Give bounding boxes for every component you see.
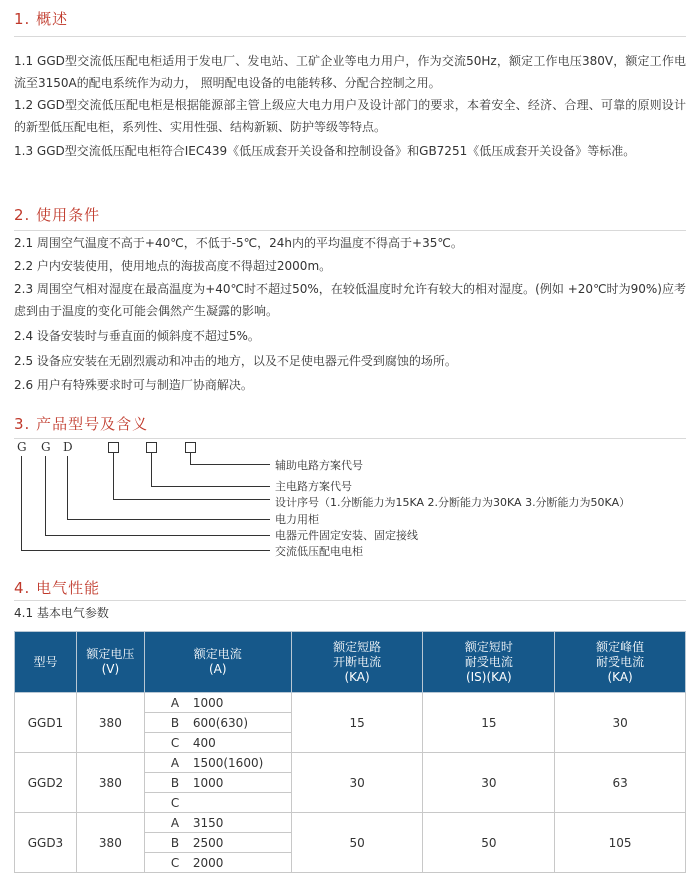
table-row bbox=[15, 813, 686, 833]
diagram-line bbox=[21, 456, 22, 550]
cell-current: A 3150 bbox=[144, 813, 291, 833]
model-label-design-number: 设计序号（1.分断能力为15KA 2.分断能力为30KA 3.分断能力为50KA） bbox=[275, 496, 631, 509]
cell-current: A 1000 bbox=[144, 693, 291, 713]
header-rated-current: 额定电流 (A) bbox=[144, 632, 291, 693]
cell-voltage: 380 bbox=[76, 753, 144, 813]
section-title-conditions: 2. 使用条件 bbox=[14, 206, 101, 224]
model-letter-d: D bbox=[63, 440, 73, 454]
cell-peak: 105 bbox=[555, 813, 686, 873]
diagram-line bbox=[190, 453, 191, 464]
conditions-item-1: 2.1 周围空气温度不高于+40℃，不低于-5℃，24h内的平均温度不得高于+35℃。 bbox=[14, 236, 463, 250]
diagram-line bbox=[67, 519, 270, 520]
overview-paragraph-2: 1.2 GGD型交流低压配电柜是根据能源部主管上级应大电力用户及设计部门的要求，本着安全、经济、合理、可靠的原则设计的新型低压配电柜，系列性、实用性强、结构新颖、防护等级等特点。 bbox=[14, 98, 686, 134]
model-label-ac-cabinet: 交流低压配电电柜 bbox=[275, 545, 363, 558]
model-label-main-circuit: 主电路方案代号 bbox=[275, 480, 352, 493]
conditions-item-4: 2.4 设备安装时与垂直面的倾斜度不超过5%。 bbox=[14, 329, 260, 343]
diagram-line bbox=[21, 550, 270, 551]
header-breaking-current: 额定短路 开断电流 (KA) bbox=[291, 632, 423, 693]
header-peak-current: 额定峰值 耐受电流 (KA) bbox=[555, 632, 686, 693]
cell-current: C 400 bbox=[144, 733, 291, 753]
section-title-electrical: 4. 电气性能 bbox=[14, 579, 101, 597]
diagram-line bbox=[45, 456, 46, 535]
section-divider bbox=[14, 36, 686, 37]
table-header-row bbox=[15, 632, 686, 693]
model-letter-g2: G bbox=[41, 440, 51, 454]
cell-breaking: 50 bbox=[291, 813, 423, 873]
cell-breaking: 30 bbox=[291, 753, 423, 813]
model-placeholder-box bbox=[146, 442, 157, 453]
section-divider bbox=[14, 230, 686, 231]
table-row bbox=[15, 753, 686, 773]
cell-current: B 2500 bbox=[144, 833, 291, 853]
cell-current: B 1000 bbox=[144, 773, 291, 793]
cell-short-time: 50 bbox=[423, 813, 555, 873]
table-row bbox=[15, 693, 686, 713]
cell-peak: 30 bbox=[555, 693, 686, 753]
diagram-line bbox=[67, 456, 68, 519]
cell-short-time: 15 bbox=[423, 693, 555, 753]
cell-breaking: 15 bbox=[291, 693, 423, 753]
overview-paragraph-1: 1.1 GGD型交流低压配电柜适用于发电厂、发电站、工矿企业等电力用户，作为交流50Hz，额定工作电压380V，额定工作电流至3150A的配电系统作为动力， 照明配电设备的电能转移、分配合控制之用。 bbox=[14, 54, 686, 90]
section-title-overview: 1. 概述 bbox=[14, 10, 69, 28]
section-divider bbox=[14, 438, 686, 439]
cell-model: GGD2 bbox=[15, 753, 77, 813]
section-title-model: 3. 产品型号及含义 bbox=[14, 415, 149, 433]
header-short-time-current: 额定短时 耐受电流 (IS)(KA) bbox=[423, 632, 555, 693]
overview-paragraph-3: 1.3 GGD型交流低压配电柜符合IEC439《低压成套开关设备和控制设备》和GB7251《低压成套开关设备》等标准。 bbox=[14, 144, 636, 158]
cell-model: GGD3 bbox=[15, 813, 77, 873]
cell-short-time: 30 bbox=[423, 753, 555, 813]
cell-current: A 1500(1600) bbox=[144, 753, 291, 773]
section-divider bbox=[14, 600, 686, 601]
conditions-item-6: 2.6 用户有特殊要求时可与制造厂协商解决。 bbox=[14, 378, 253, 392]
diagram-line bbox=[190, 464, 270, 465]
diagram-line bbox=[113, 453, 114, 499]
model-placeholder-box bbox=[108, 442, 119, 453]
cell-model: GGD1 bbox=[15, 693, 77, 753]
diagram-line bbox=[45, 535, 270, 536]
cell-peak: 63 bbox=[555, 753, 686, 813]
cell-current: B 600(630) bbox=[144, 713, 291, 733]
diagram-line bbox=[151, 486, 270, 487]
cell-current: C 2000 bbox=[144, 853, 291, 873]
conditions-item-2: 2.2 户内安装使用，使用地点的海拔高度不得超过2000m。 bbox=[14, 259, 332, 273]
electrical-subtitle: 4.1 基本电气参数 bbox=[14, 606, 109, 620]
model-label-power-cabinet: 电力用柜 bbox=[275, 513, 319, 526]
header-model: 型号 bbox=[15, 632, 77, 693]
cell-voltage: 380 bbox=[76, 813, 144, 873]
electrical-parameters-table bbox=[14, 631, 686, 873]
model-letter-g1: G bbox=[17, 440, 27, 454]
header-rated-voltage: 额定电压 (V) bbox=[76, 632, 144, 693]
cell-current: C bbox=[144, 793, 291, 813]
model-placeholder-box bbox=[185, 442, 196, 453]
model-label-aux-circuit: 辅助电路方案代号 bbox=[275, 459, 363, 472]
cell-voltage: 380 bbox=[76, 693, 144, 753]
diagram-line bbox=[151, 453, 152, 486]
conditions-item-5: 2.5 设备应安装在无剧烈震动和冲击的地方，以及不足使电器元件受到腐蚀的场所。 bbox=[14, 354, 457, 368]
model-label-fixed-install: 电器元件固定安装、固定接线 bbox=[275, 529, 418, 542]
conditions-item-3: 2.3 周围空气相对湿度在最高温度为+40℃时不超过50%，在较低温度时允许有较大的相对湿度。(例如 +20℃时为90%)应考虑到由于温度的变化可能会偶然产生凝露的影响。 bbox=[14, 282, 686, 318]
model-code-diagram bbox=[0, 440, 700, 560]
diagram-line bbox=[113, 499, 270, 500]
